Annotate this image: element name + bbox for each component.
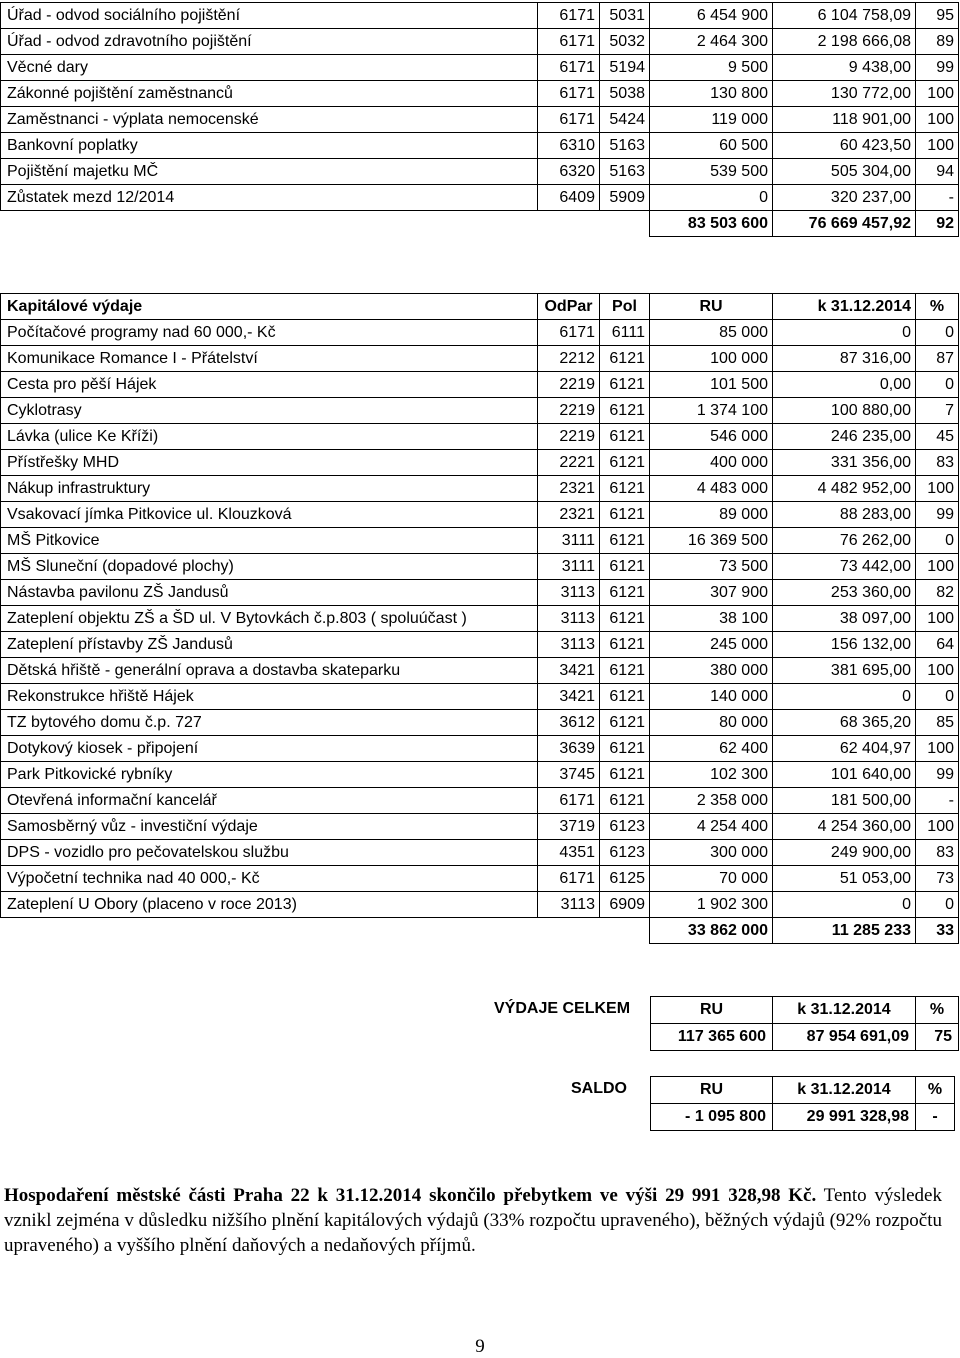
total-ru: 83 503 600 [650, 211, 773, 237]
odpar-cell: 3639 [538, 736, 600, 762]
ru-cell: 539 500 [650, 159, 773, 185]
odpar-cell: 2219 [538, 398, 600, 424]
percent-cell: 0 [916, 372, 959, 398]
actual-cell: 181 500,00 [773, 788, 916, 814]
capital-expenses-total-row [1, 918, 959, 944]
odpar-cell: 6409 [538, 185, 600, 211]
odpar-cell: 3113 [538, 632, 600, 658]
odpar-cell: 3612 [538, 710, 600, 736]
pol-cell: 6121 [600, 346, 650, 372]
result-paragraph [4, 1183, 942, 1258]
empty-cell [538, 918, 600, 944]
actual-cell: 62 404,97 [773, 736, 916, 762]
pol-cell: 6121 [600, 528, 650, 554]
item-name: Zaměstnanci - výplata nemocenské [1, 107, 538, 133]
percent-cell: 100 [916, 81, 959, 107]
item-name: Úřad - odvod zdravotního pojištění [1, 29, 538, 55]
item-name: TZ bytového domu č.p. 727 [1, 710, 538, 736]
table-row [1, 762, 959, 788]
actual-cell: 87 316,00 [773, 346, 916, 372]
item-name: MŠ Pitkovice [1, 528, 538, 554]
ru-cell: 2 358 000 [650, 788, 773, 814]
table-row [1, 554, 959, 580]
percent-cell: 95 [916, 3, 959, 29]
vydaje-celkem-header-k: k 31.12.2014 [773, 997, 916, 1024]
header-percent: % [916, 294, 959, 320]
empty-cell [600, 211, 650, 237]
percent-cell: 100 [916, 133, 959, 159]
actual-cell: 101 640,00 [773, 762, 916, 788]
ru-cell: 73 500 [650, 554, 773, 580]
total-actual: 76 669 457,92 [773, 211, 916, 237]
pol-cell: 6123 [600, 814, 650, 840]
pol-cell: 6121 [600, 762, 650, 788]
percent-cell: 7 [916, 398, 959, 424]
percent-cell: 99 [916, 502, 959, 528]
pol-cell: 6121 [600, 580, 650, 606]
odpar-cell: 6171 [538, 81, 600, 107]
header-odpar: OdPar [538, 294, 600, 320]
saldo-label: SALDO [571, 1080, 627, 1097]
ru-cell: 4 483 000 [650, 476, 773, 502]
percent-cell: 100 [916, 606, 959, 632]
empty-cell [1, 211, 538, 237]
ru-cell: 85 000 [650, 320, 773, 346]
ru-cell: 2 464 300 [650, 29, 773, 55]
odpar-cell: 6171 [538, 3, 600, 29]
ru-cell: 89 000 [650, 502, 773, 528]
odpar-cell: 6171 [538, 55, 600, 81]
odpar-cell: 3113 [538, 892, 600, 918]
odpar-cell: 6171 [538, 29, 600, 55]
table-row [1, 528, 959, 554]
capital-expenses-body [1, 294, 959, 944]
percent-cell: 94 [916, 159, 959, 185]
actual-cell: 246 235,00 [773, 424, 916, 450]
pol-cell: 5424 [600, 107, 650, 133]
actual-cell: 4 482 952,00 [773, 476, 916, 502]
item-name: Komunikace Romance I - Přátelství [1, 346, 538, 372]
actual-cell: 118 901,00 [773, 107, 916, 133]
item-name: Zateplení přístavby ZŠ Jandusů [1, 632, 538, 658]
result-text: Tento výsledek vznikl zejména v důsledku nižšího plnění kapitálových výdajů (33% rozpočtu upraveného), běžných výdajů (92% rozpočtu upraveného) a vyššího plnění daňových a nedaňových příjmů. [4, 1185, 942, 1256]
percent-cell: 100 [916, 736, 959, 762]
item-name: Výpočetní technika nad 40 000,- Kč [1, 866, 538, 892]
pol-cell: 6125 [600, 866, 650, 892]
odpar-cell: 2212 [538, 346, 600, 372]
table-row [1, 450, 959, 476]
table-row [1, 788, 959, 814]
ru-cell: 16 369 500 [650, 528, 773, 554]
empty-cell [600, 918, 650, 944]
current-expenses-table [0, 2, 959, 237]
table-row [1, 398, 959, 424]
pol-cell: 6111 [600, 320, 650, 346]
percent-cell: 100 [916, 814, 959, 840]
odpar-cell: 6171 [538, 788, 600, 814]
table-row [1, 658, 959, 684]
actual-cell: 73 442,00 [773, 554, 916, 580]
actual-cell: 331 356,00 [773, 450, 916, 476]
ru-cell: 60 500 [650, 133, 773, 159]
percent-cell: 100 [916, 658, 959, 684]
ru-cell: 400 000 [650, 450, 773, 476]
actual-cell: 60 423,50 [773, 133, 916, 159]
page-number: 9 [475, 1336, 485, 1357]
ru-cell: 300 000 [650, 840, 773, 866]
item-name: Vsakovací jímka Pitkovice ul. Klouzková [1, 502, 538, 528]
item-name: Otevřená informační kancelář [1, 788, 538, 814]
percent-cell: 0 [916, 528, 959, 554]
item-name: Úřad - odvod sociálního pojištění [1, 3, 538, 29]
odpar-cell: 3111 [538, 554, 600, 580]
item-name: Lávka (ulice Ke Kříži) [1, 424, 538, 450]
ru-cell: 130 800 [650, 81, 773, 107]
table-row [1, 320, 959, 346]
odpar-cell: 6171 [538, 866, 600, 892]
percent-cell: 99 [916, 55, 959, 81]
odpar-cell: 6171 [538, 107, 600, 133]
saldo-header-pct: % [916, 1077, 955, 1104]
table-row [1, 814, 959, 840]
actual-cell: 6 104 758,09 [773, 3, 916, 29]
table-row [1, 684, 959, 710]
pol-cell: 6121 [600, 788, 650, 814]
actual-cell: 253 360,00 [773, 580, 916, 606]
table-row [1, 892, 959, 918]
pol-cell: 6121 [600, 398, 650, 424]
item-name: Nástavba pavilonu ZŠ Jandusů [1, 580, 538, 606]
item-name: Zákonné pojištění zaměstnanců [1, 81, 538, 107]
saldo-header [651, 1077, 955, 1104]
odpar-cell: 3421 [538, 684, 600, 710]
percent-cell: 0 [916, 892, 959, 918]
pol-cell: 6909 [600, 892, 650, 918]
pol-cell: 6121 [600, 710, 650, 736]
percent-cell: 87 [916, 346, 959, 372]
vydaje-celkem-values [651, 1024, 959, 1051]
actual-cell: 76 262,00 [773, 528, 916, 554]
actual-cell: 9 438,00 [773, 55, 916, 81]
capital-header-title: Kapitálové výdaje [1, 294, 538, 320]
pol-cell: 6121 [600, 658, 650, 684]
odpar-cell: 3113 [538, 606, 600, 632]
pol-cell: 6121 [600, 684, 650, 710]
ru-cell: 80 000 [650, 710, 773, 736]
percent-cell: 0 [916, 320, 959, 346]
item-name: Rekonstrukce hřiště Hájek [1, 684, 538, 710]
item-name: Bankovní poplatky [1, 133, 538, 159]
percent-cell: 83 [916, 840, 959, 866]
table-row [1, 81, 959, 107]
item-name: Zateplení objektu ZŠ a ŠD ul. V Bytovkách č.p.803 ( spoluúčast ) [1, 606, 538, 632]
total-percent: 92 [916, 211, 959, 237]
ru-cell: 4 254 400 [650, 814, 773, 840]
saldo-header-k: k 31.12.2014 [773, 1077, 916, 1104]
odpar-cell: 3113 [538, 580, 600, 606]
percent-cell: 73 [916, 866, 959, 892]
percent-cell: 100 [916, 554, 959, 580]
percent-cell: 45 [916, 424, 959, 450]
vydaje-celkem-header-ru: RU [651, 997, 773, 1024]
odpar-cell: 6310 [538, 133, 600, 159]
ru-cell: 245 000 [650, 632, 773, 658]
pol-cell: 6121 [600, 554, 650, 580]
odpar-cell: 2321 [538, 476, 600, 502]
actual-cell: 130 772,00 [773, 81, 916, 107]
total-ru: 33 862 000 [650, 918, 773, 944]
saldo-pct: - [916, 1104, 955, 1131]
actual-cell: 249 900,00 [773, 840, 916, 866]
pol-cell: 6121 [600, 736, 650, 762]
percent-cell: 89 [916, 29, 959, 55]
odpar-cell: 4351 [538, 840, 600, 866]
actual-cell: 381 695,00 [773, 658, 916, 684]
pol-cell: 5194 [600, 55, 650, 81]
percent-cell: - [916, 185, 959, 211]
actual-cell: 0 [773, 892, 916, 918]
ru-cell: 38 100 [650, 606, 773, 632]
total-percent: 33 [916, 918, 959, 944]
pol-cell: 5163 [600, 159, 650, 185]
item-name: Zateplení U Obory (placeno v roce 2013) [1, 892, 538, 918]
pol-cell: 6123 [600, 840, 650, 866]
pol-cell: 6121 [600, 606, 650, 632]
item-name: Věcné dary [1, 55, 538, 81]
saldo-header-ru: RU [651, 1077, 773, 1104]
ru-cell: 380 000 [650, 658, 773, 684]
table-row [1, 3, 959, 29]
table-row [1, 346, 959, 372]
table-row [1, 632, 959, 658]
capital-expenses-table [0, 293, 959, 944]
vydaje-celkem-header [651, 997, 959, 1024]
current-expenses-body [1, 3, 959, 237]
capital-header-row [1, 294, 959, 320]
actual-cell: 320 237,00 [773, 185, 916, 211]
odpar-cell: 2221 [538, 450, 600, 476]
percent-cell: 82 [916, 580, 959, 606]
percent-cell: 100 [916, 107, 959, 133]
ru-cell: 119 000 [650, 107, 773, 133]
table-row [1, 107, 959, 133]
ru-cell: 140 000 [650, 684, 773, 710]
ru-cell: 6 454 900 [650, 3, 773, 29]
ru-cell: 0 [650, 185, 773, 211]
item-name: MŠ Sluneční (dopadové plochy) [1, 554, 538, 580]
ru-cell: 100 000 [650, 346, 773, 372]
actual-cell: 505 304,00 [773, 159, 916, 185]
empty-cell [1, 918, 538, 944]
ru-cell: 1 902 300 [650, 892, 773, 918]
current-expenses-total-row [1, 211, 959, 237]
table-row [1, 840, 959, 866]
pol-cell: 6121 [600, 502, 650, 528]
ru-cell: 1 374 100 [650, 398, 773, 424]
percent-cell: 85 [916, 710, 959, 736]
odpar-cell: 3719 [538, 814, 600, 840]
header-ru: RU [650, 294, 773, 320]
item-name: Cesta pro pěší Hájek [1, 372, 538, 398]
ru-cell: 9 500 [650, 55, 773, 81]
table-row [1, 424, 959, 450]
odpar-cell: 2219 [538, 424, 600, 450]
header-pol: Pol [600, 294, 650, 320]
table-row [1, 736, 959, 762]
vydaje-celkem-k: 87 954 691,09 [773, 1024, 916, 1051]
odpar-cell: 3745 [538, 762, 600, 788]
item-name: Pojištění majetku MČ [1, 159, 538, 185]
actual-cell: 38 097,00 [773, 606, 916, 632]
pol-cell: 6121 [600, 372, 650, 398]
pol-cell: 5031 [600, 3, 650, 29]
table-row [1, 55, 959, 81]
pol-cell: 5909 [600, 185, 650, 211]
table-row [1, 159, 959, 185]
ru-cell: 102 300 [650, 762, 773, 788]
odpar-cell: 3111 [538, 528, 600, 554]
item-name: Přístřešky MHD [1, 450, 538, 476]
actual-cell: 68 365,20 [773, 710, 916, 736]
total-actual: 11 285 233 [773, 918, 916, 944]
saldo-ru: - 1 095 800 [651, 1104, 773, 1131]
item-name: Nákup infrastruktury [1, 476, 538, 502]
ru-cell: 70 000 [650, 866, 773, 892]
ru-cell: 62 400 [650, 736, 773, 762]
actual-cell: 4 254 360,00 [773, 814, 916, 840]
item-name: DPS - vozidlo pro pečovatelskou službu [1, 840, 538, 866]
percent-cell: 64 [916, 632, 959, 658]
odpar-cell: 2321 [538, 502, 600, 528]
result-bold-sentence: Hospodaření městské části Praha 22 k 31.12.2014 skončilo přebytkem ve výši 29 991 328,98 Kč. [4, 1185, 817, 1206]
odpar-cell: 2219 [538, 372, 600, 398]
vydaje-celkem-header-pct: % [916, 997, 959, 1024]
table-row [1, 29, 959, 55]
percent-cell: 0 [916, 684, 959, 710]
odpar-cell: 6320 [538, 159, 600, 185]
actual-cell: 0 [773, 320, 916, 346]
percent-cell: 100 [916, 476, 959, 502]
pol-cell: 5038 [600, 81, 650, 107]
header-actual: k 31.12.2014 [773, 294, 916, 320]
table-row [1, 372, 959, 398]
table-row [1, 502, 959, 528]
saldo-table [650, 1076, 955, 1131]
actual-cell: 0,00 [773, 372, 916, 398]
ru-cell: 546 000 [650, 424, 773, 450]
table-row [1, 133, 959, 159]
item-name: Dotykový kiosek - připojení [1, 736, 538, 762]
item-name: Park Pitkovické rybníky [1, 762, 538, 788]
item-name: Cyklotrasy [1, 398, 538, 424]
table-row [1, 185, 959, 211]
vydaje-celkem-ru: 117 365 600 [651, 1024, 773, 1051]
vydaje-celkem-label: VÝDAJE CELKEM [494, 1000, 631, 1017]
vydaje-celkem-pct: 75 [916, 1024, 959, 1051]
odpar-cell: 3421 [538, 658, 600, 684]
saldo-k: 29 991 328,98 [773, 1104, 916, 1131]
item-name: Dětská hřiště - generální oprava a dostavba skateparku [1, 658, 538, 684]
ru-cell: 307 900 [650, 580, 773, 606]
percent-cell: 83 [916, 450, 959, 476]
pol-cell: 5163 [600, 133, 650, 159]
vydaje-celkem-table [650, 996, 959, 1051]
actual-cell: 51 053,00 [773, 866, 916, 892]
pol-cell: 6121 [600, 632, 650, 658]
actual-cell: 0 [773, 684, 916, 710]
table-row [1, 476, 959, 502]
pol-cell: 6121 [600, 476, 650, 502]
table-row [1, 866, 959, 892]
item-name: Počítačové programy nad 60 000,- Kč [1, 320, 538, 346]
table-row [1, 580, 959, 606]
item-name: Samosběrný vůz - investiční výdaje [1, 814, 538, 840]
odpar-cell: 6171 [538, 320, 600, 346]
pol-cell: 5032 [600, 29, 650, 55]
pol-cell: 6121 [600, 424, 650, 450]
table-row [1, 606, 959, 632]
percent-cell: 99 [916, 762, 959, 788]
actual-cell: 2 198 666,08 [773, 29, 916, 55]
ru-cell: 101 500 [650, 372, 773, 398]
table-row [1, 710, 959, 736]
item-name: Zůstatek mezd 12/2014 [1, 185, 538, 211]
saldo-values [651, 1104, 955, 1131]
empty-cell [538, 211, 600, 237]
actual-cell: 88 283,00 [773, 502, 916, 528]
percent-cell: - [916, 788, 959, 814]
actual-cell: 156 132,00 [773, 632, 916, 658]
pol-cell: 6121 [600, 450, 650, 476]
actual-cell: 100 880,00 [773, 398, 916, 424]
